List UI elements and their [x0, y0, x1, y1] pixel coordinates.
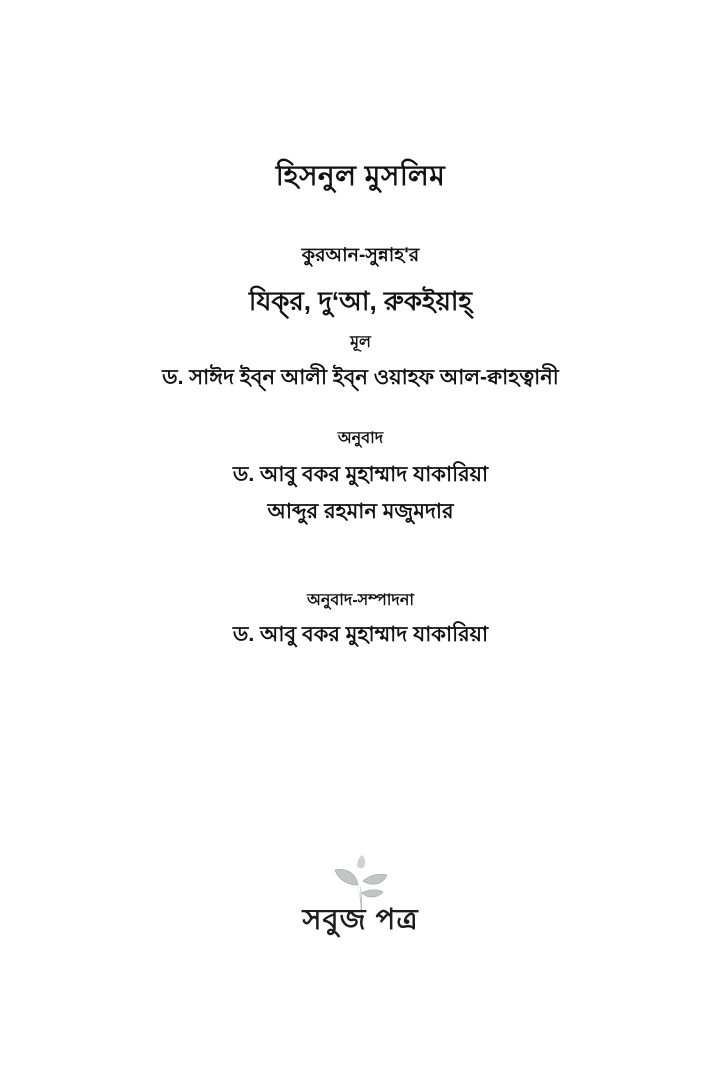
- page-title: হিসনুল মুসলিম: [275, 160, 446, 191]
- publisher-block: [0, 855, 721, 937]
- translation-editor-name: ড. আবু বকর মুহাম্মাদ যাকারিয়া: [232, 623, 489, 647]
- translation-editor-label: অনুবাদ-সম্পাদনা: [306, 591, 415, 609]
- subtitle-source: কুরআন-সুন্নাহ'র: [301, 245, 420, 267]
- title-block: [0, 158, 721, 649]
- subtitle-topics: যিক্‌র, দু‘আ, রুকইয়াহ্: [248, 286, 473, 317]
- original-work-label: মূল: [350, 333, 371, 351]
- translator-name-primary: ড. আবু বকর মুহাম্মাদ যাকারিয়া: [232, 462, 489, 486]
- publisher-name: সবুজ পত্র: [302, 904, 419, 936]
- author-name: ড. সাঈদ ইব্‌ন আলী ইব্‌ন ওয়াহফ আল-ক্বাহত্বানী: [162, 365, 559, 389]
- translation-label: অনুবাদ: [337, 429, 384, 447]
- translator-name-secondary: আব্দুর রহমান মজুমদার: [267, 500, 454, 524]
- leaf-sprout-icon: [313, 855, 409, 911]
